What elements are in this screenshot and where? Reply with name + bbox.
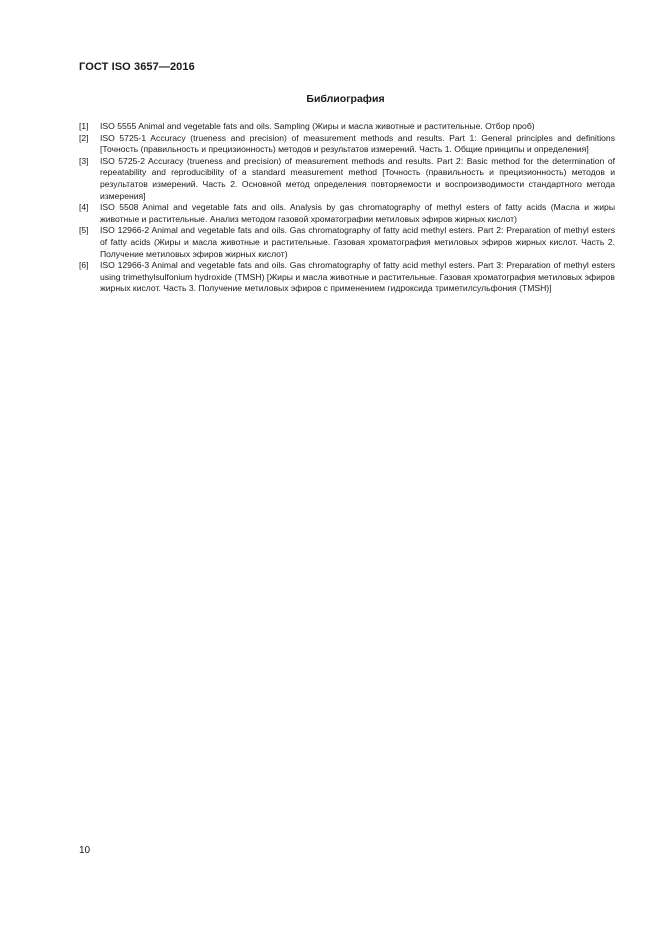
page-number: 10: [79, 845, 91, 856]
bibliography-entry: [79, 121, 615, 133]
entry-text: ISO 12966-2 Animal and vegetable fats and oils. Gas chromatography of fatty acid methyl esters. Part 2: Preparation of methyl esters of fatty acids (Жиры и масла животные и растительные. Газовая хроматография метиловых эфиров жирных кислот. Часть 2. Получение метиловых эфиров жирных кислот): [100, 225, 615, 259]
bibliography-entry: [79, 225, 615, 260]
entry-number: [4]: [79, 202, 89, 213]
bibliography-entry: [79, 260, 615, 295]
bibliography-list: [79, 121, 615, 295]
entry-number: [1]: [79, 121, 89, 131]
entry-number: [6]: [79, 260, 89, 271]
standard-designation: ГОСТ ISO 3657—2016: [79, 61, 195, 73]
entry-number: [2]: [79, 132, 89, 143]
entry-text: ISO 5555 Animal and vegetable fats and oils. Sampling (Жиры и масла животные и растительные. Отбор проб): [100, 121, 535, 131]
entry-text: ISO 5508 Animal and vegetable fats and oils. Analysis by gas chromatography of methyl esters of fatty acids (Масла и жиры животные и растительные. Анализ методом газовой хроматографии метиловых эфиров жирных кислот): [100, 202, 615, 224]
entry-text: ISO 12966-3 Animal and vegetable fats and oils. Gas chromatography of fatty acid methyl esters. Part 3: Preparation of methyl esters using trimethylsulfonium hydroxide (TMSH) [Жиры и масла животные и растительные. Газовая хроматография метиловых эфиров жирных кислот. Часть 3. Получение метиловых эфиров с применением гидроксида триметилсульфония (TMSH)]: [100, 260, 615, 294]
bibliography-entry: [79, 133, 615, 156]
entry-number: [5]: [79, 225, 89, 236]
bibliography-entry: [79, 156, 615, 202]
bibliography-entry: [79, 202, 615, 225]
section-title: Библиография: [306, 93, 385, 105]
entry-number: [3]: [79, 155, 89, 166]
entry-text: ISO 5725-1 Accuracy (trueness and precision) of measurement methods and results. Part 1: General principles and definitions [Точность (правильность и прецизионность) методов и результатов измерений. Часть 1. Общие принципы и определения]: [100, 132, 615, 155]
entry-text: ISO 5725-2 Accuracy (trueness and precision) of measurement methods and results. Part 2: Basic method for the determination of repeatability and reproducibility of a standard measurement method [Точность (правильность и прецизионность) методов и результатов измерений. Часть 2. Основной метод определения повторяемости и воспроизводимости стандартного метода измерения]: [100, 155, 615, 201]
